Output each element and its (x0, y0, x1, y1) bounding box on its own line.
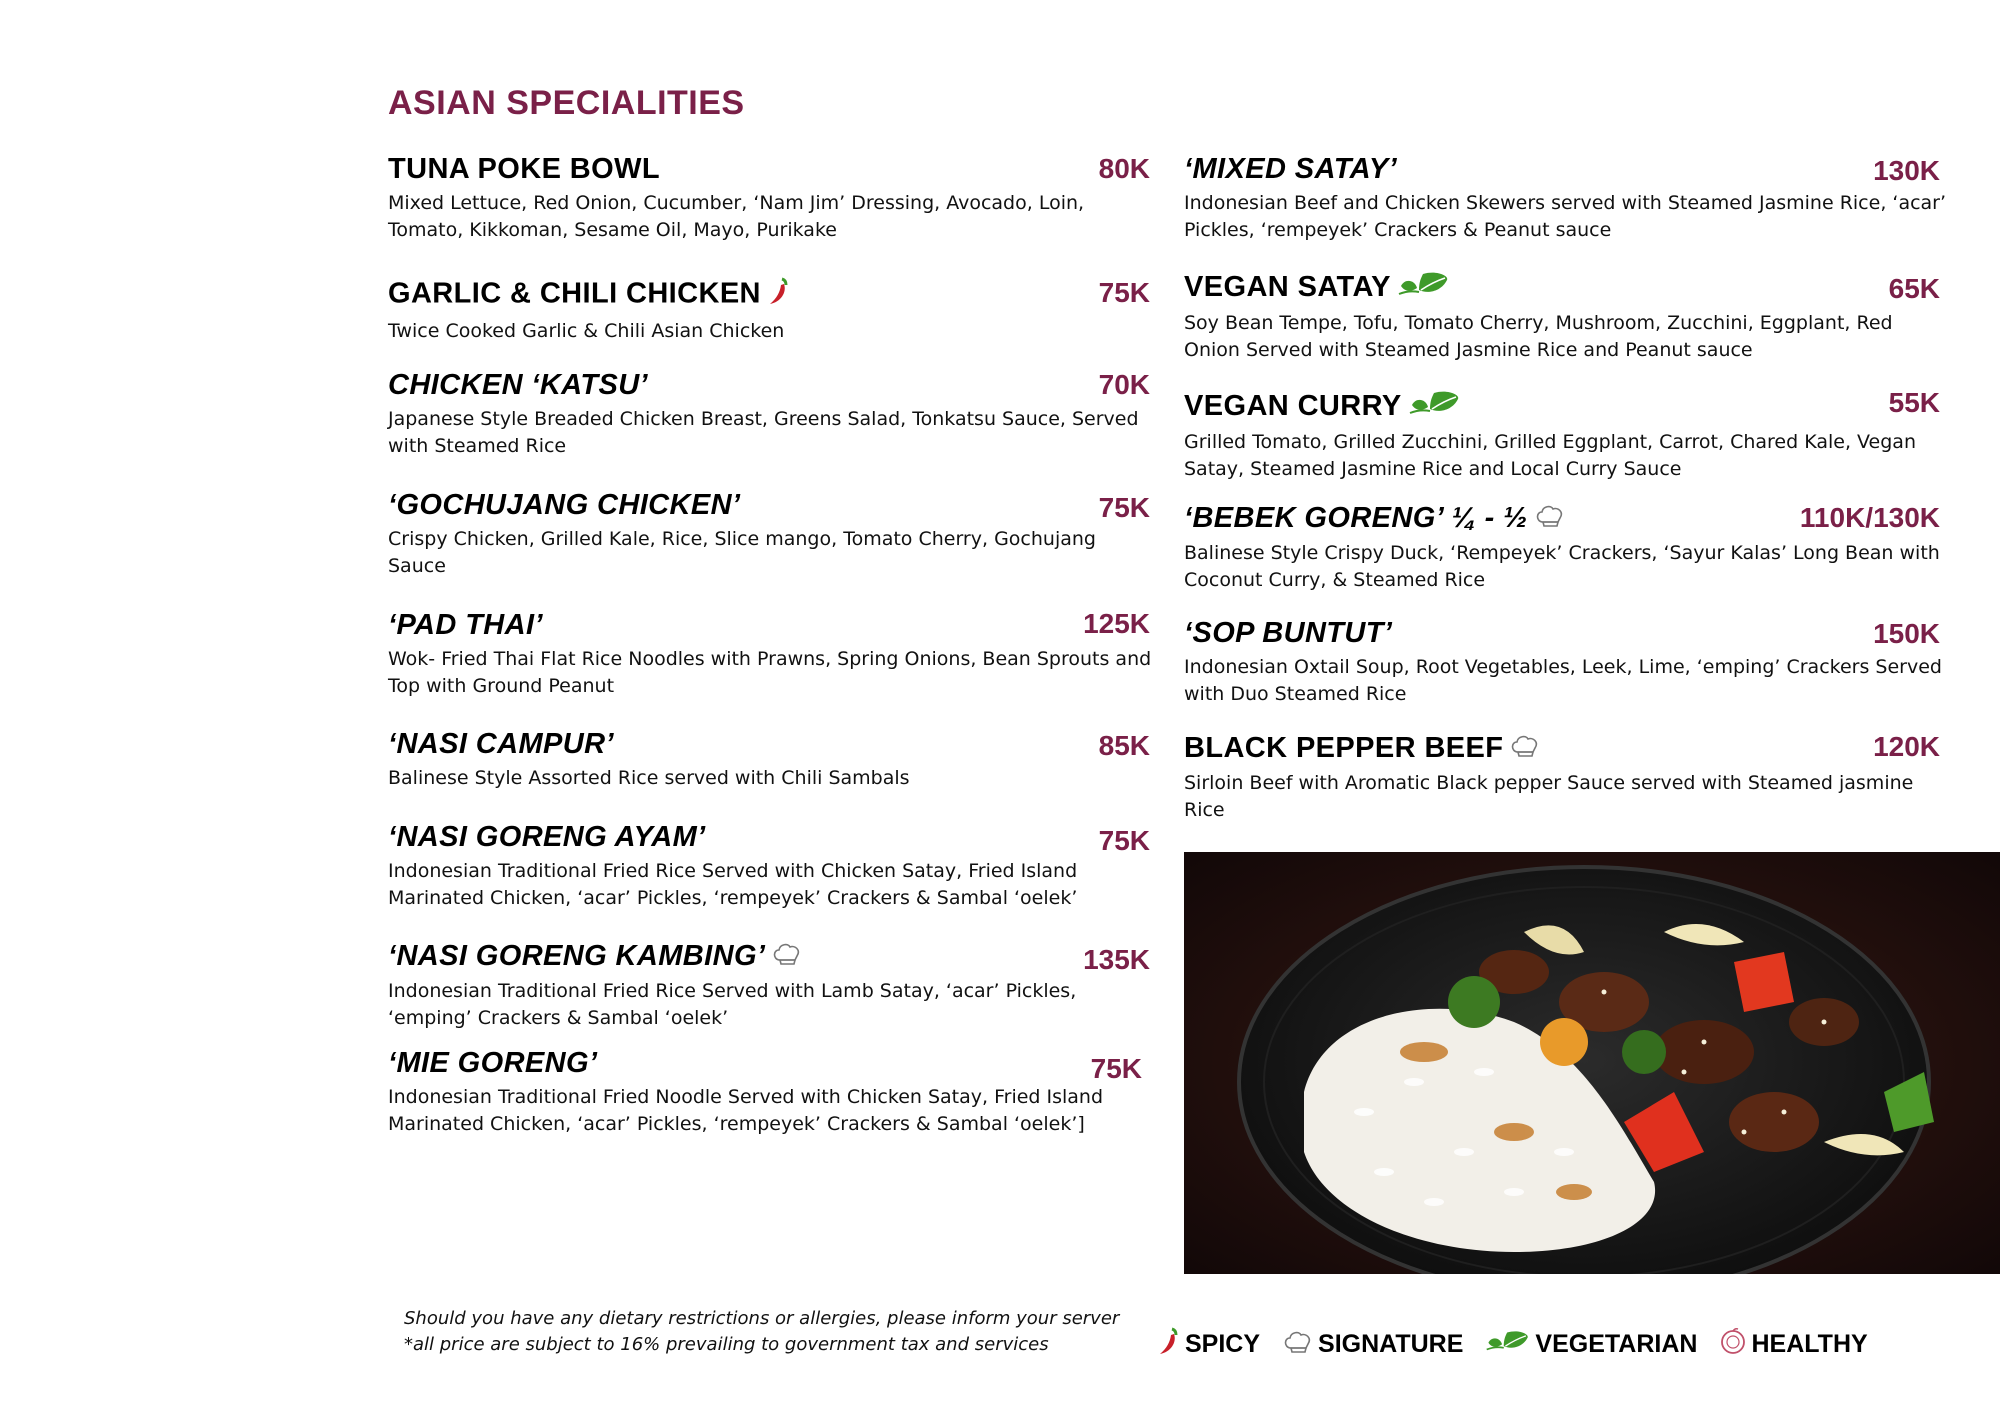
leaf-icon (1397, 270, 1451, 306)
item-name-row (1184, 270, 1954, 306)
legend-spicy (1157, 1326, 1260, 1363)
legend-healthy (1719, 1327, 1867, 1362)
menu-item (1184, 270, 1954, 364)
item-price: 110K/130K (1799, 502, 1940, 533)
tax-note: *all price are subject to 16% prevailing to government tax and services (404, 1334, 1049, 1355)
item-name: BLACK PEPPER BEEF (1184, 732, 1504, 764)
item-name-row (388, 276, 1158, 314)
menu-item (388, 368, 1158, 460)
item-price: 75K (1098, 825, 1150, 856)
item-price: 85K (1098, 730, 1150, 761)
item-name-row (1184, 389, 1954, 425)
item-name: ‘NASI CAMPUR’ (388, 728, 614, 760)
legend-label: VEGETARIAN (1535, 1330, 1698, 1358)
menu-item (388, 488, 1158, 580)
item-price: 75K (1090, 1053, 1142, 1084)
item-description: Twice Cooked Garlic & Chili Asian Chicken (388, 320, 785, 342)
item-price: 125K (1083, 608, 1150, 639)
item-price: 70K (1098, 369, 1150, 400)
item-description: Soy Bean Tempe, Tofu, Tomato Cherry, Mushroom, Zucchini, Eggplant, Red Onion Served with Steamed Jasmine Rice and Peanut sauce (1184, 312, 1893, 362)
chef-hat-icon (771, 940, 803, 974)
legend-label: HEALTHY (1751, 1330, 1868, 1358)
icon-legend (1157, 1326, 1868, 1363)
chili-icon (1157, 1326, 1181, 1363)
item-description: Mixed Lettuce, Red Onion, Cucumber, ‘Nam Jim’ Dressing, Avocado, Loin, Tomato, Kikkoman, Sesame Oil, Mayo, Purikake (388, 192, 1085, 241)
footer-note (404, 1306, 1119, 1358)
menu-item (388, 276, 1158, 345)
item-price: 80K (1098, 153, 1150, 184)
item-name: ‘BEBEK GORENG’ ¼ - ½ (1184, 502, 1528, 534)
item-price: 120K (1873, 731, 1940, 762)
item-description: Indonesian Oxtail Soup, Root Vegetables, Leek, Lime, ‘emping’ Crackers Served with Duo Steamed Rice (1184, 656, 1942, 705)
menu-item (388, 939, 1158, 1032)
item-description: Japanese Style Breaded Chicken Breast, Greens Salad, Tonkatsu Sauce, Served with Steamed Rice (388, 408, 1139, 457)
menu-item (1184, 389, 1954, 483)
menu-item (388, 608, 1158, 700)
item-description: Balinese Style Crispy Duck, ‘Rempeyek’ Crackers, ‘Sayur Kalas’ Long Bean with Coconut Curry, & Steamed Rice (1184, 542, 1940, 592)
item-name: VEGAN SATAY (1184, 271, 1391, 303)
item-name: ‘MIE GORENG’ (388, 1047, 598, 1079)
menu-item (1184, 616, 1954, 708)
chili-icon (767, 276, 791, 314)
leaf-icon (1485, 1328, 1531, 1361)
legend-signature (1282, 1328, 1463, 1361)
item-name-row (1184, 731, 1954, 766)
item-price: 135K (1083, 944, 1150, 975)
item-description: Wok- Fried Thai Flat Rice Noodles with Prawns, Spring Onions, Bean Sprouts and Top with Ground Peanut (388, 648, 1152, 697)
dietary-note: Should you have any dietary restrictions or allergies, please inform your server (404, 1308, 1120, 1329)
leaf-icon (1408, 389, 1462, 425)
item-price: 130K (1873, 155, 1940, 186)
menu-item (388, 727, 1158, 792)
menu-item (388, 820, 1158, 912)
item-name: ‘GOCHUJANG CHICKEN’ (388, 489, 741, 521)
item-description: Indonesian Traditional Fried Rice Served with Lamb Satay, ‘acar’ Pickles, ‘emping’ Crackers & Sambal ‘oelek’ (388, 980, 1077, 1030)
item-name: VEGAN CURRY (1184, 390, 1402, 422)
item-description: Grilled Tomato, Grilled Zucchini, Grilled Eggplant, Carrot, Chared Kale, Vegan Satay, Steamed Jasmine Rice and Local Curry Sauce (1184, 431, 1916, 481)
section-title: ASIAN SPECIALITIES (388, 84, 745, 122)
item-name: ‘NASI GORENG AYAM’ (388, 821, 706, 853)
item-name-row (388, 939, 1158, 974)
item-description: Indonesian Traditional Fried Noodle Served with Chicken Satay, Fried Island Marinated Chicken, ‘acar’ Pickles, ‘rempeyek’ Crackers & Sambal ‘oelek’] (388, 1086, 1104, 1135)
legend-label: SIGNATURE (1318, 1330, 1464, 1358)
item-name: ‘SOP BUNTUT’ (1184, 617, 1393, 649)
item-name: GARLIC & CHILI CHICKEN (388, 277, 761, 310)
item-price: 75K (1098, 492, 1150, 523)
item-name: ‘PAD THAI’ (388, 609, 543, 641)
chef-hat-icon (1534, 502, 1566, 536)
item-name: CHICKEN ‘KATSU’ (388, 369, 649, 401)
item-name: ‘MIXED SATAY’ (1184, 153, 1398, 185)
legend-vegetarian (1485, 1328, 1697, 1361)
item-description: Crispy Chicken, Grilled Kale, Rice, Slice mango, Tomato Cherry, Gochujang Sauce (388, 528, 1096, 577)
food-photo (1184, 852, 2000, 1274)
item-description: Sirloin Beef with Aromatic Black pepper Sauce served with Steamed jasmine Rice (1184, 772, 1914, 822)
item-price: 65K (1888, 273, 1940, 304)
legend-label: SPICY (1185, 1330, 1261, 1358)
menu-item (1184, 152, 1954, 244)
item-name: ‘NASI GORENG KAMBING’ (388, 940, 766, 972)
item-description: Indonesian Beef and Chicken Skewers served with Steamed Jasmine Rice, ‘acar’ Pickles, ‘rempeyek’ Crackers & Peanut sauce (1184, 192, 1947, 241)
chef-hat-icon (1509, 732, 1541, 766)
item-price: 55K (1888, 387, 1940, 418)
menu-item (388, 152, 1158, 244)
healthy-food-icon (1719, 1327, 1747, 1362)
item-price: 75K (1098, 277, 1150, 308)
item-description: Balinese Style Assorted Rice served with Chili Sambals (388, 767, 910, 789)
item-price: 150K (1873, 618, 1940, 649)
item-name: TUNA POKE BOWL (388, 153, 660, 185)
item-description: Indonesian Traditional Fried Rice Served with Chicken Satay, Fried Island Marinated Chicken, ‘acar’ Pickles, ‘rempeyek’ Crackers & Sambal ‘oelek’ (388, 860, 1078, 909)
chef-hat-icon (1282, 1328, 1314, 1361)
menu-item (388, 1046, 1158, 1138)
menu-item (1184, 731, 1954, 824)
